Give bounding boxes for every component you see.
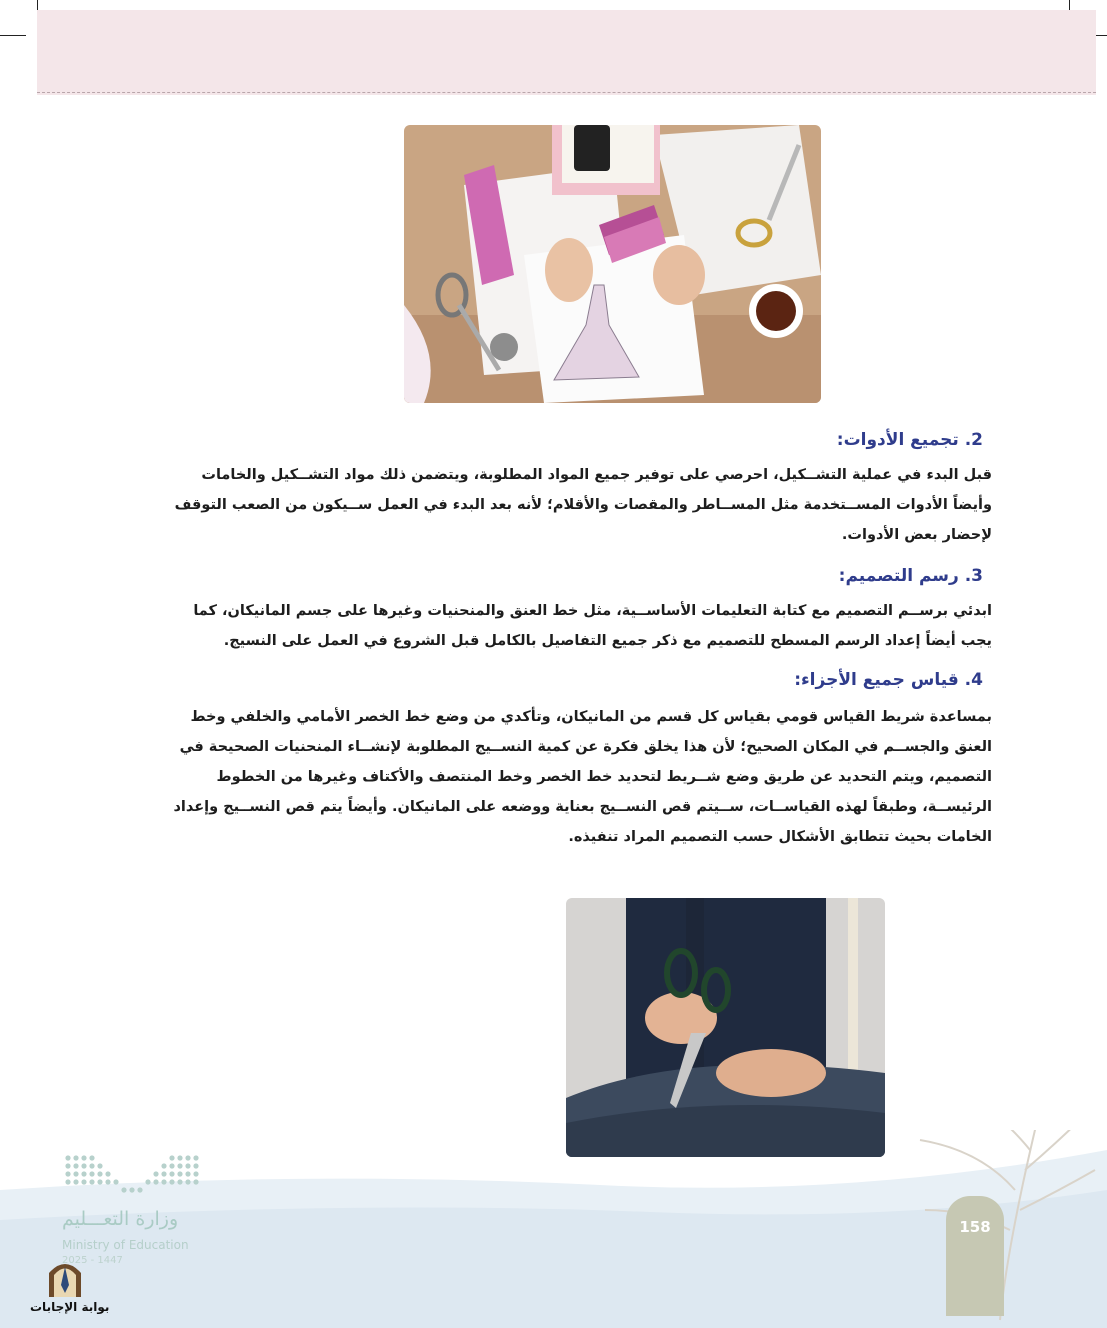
header-divider (37, 92, 1096, 93)
tailor-cutting-fabric-photo (566, 898, 885, 1157)
ministry-name-english: Ministry of Education (62, 1238, 189, 1252)
text-line: الخامات بحيث تتطابق الأشكال حسب التصميم المراد تنفيذه. (568, 829, 992, 845)
section-2-body (140, 460, 992, 550)
text-line: قبل البدء في عملية التشــكيل، احرصي على توفير جميع المواد المطلوبة، ويتضمن ذلك مواد التشــكيل والخامات (201, 467, 992, 483)
header-band (37, 10, 1096, 95)
ministry-name-arabic: وزارة التعـــليم (62, 1208, 179, 1230)
ministry-dots-logo (62, 1152, 202, 1196)
section-3-body (140, 596, 992, 656)
text-line: بمساعدة شريط القياس قومي بقياس كل قسم من المانيكان، وتأكدي من وضع خط الخصر الأمامي والخلفي وخط (190, 709, 992, 725)
fashion-sketch-desk-photo (404, 125, 821, 403)
gateway-logo-icon[interactable] (45, 1257, 85, 1299)
section-3-heading: 3. رسم التصميم: (838, 566, 983, 586)
ministry-year: 2025 - 1447 (62, 1255, 123, 1266)
text-line: يجب أيضاً إعداد الرسم المسطح للتصميم مع ذكر جميع التفاصيل بالكامل قبل الشروع في العمل على النسيج. (223, 633, 992, 649)
page-number: 158 (959, 1218, 991, 1236)
text-line: ابدئي برســم التصميم مع كتابة التعليمات الأساســية، مثل خط العنق والمنحنيات وغيرها على جسم المانيكان، كما (193, 603, 992, 619)
crop-mark (0, 35, 26, 36)
page-number-tab (946, 1196, 1004, 1316)
gateway-label[interactable]: بوابة الإجابات (30, 1300, 110, 1314)
text-line: لإحضار بعض الأدوات. (841, 527, 992, 543)
section-4-body (140, 702, 992, 852)
text-line: الرئيســة، وطبقاً لهذه القياســات، ســيتم قص النســيج بعناية ووضعه على المانيكان. وأيضاً يتم قص النســيج وإعداد (173, 799, 992, 815)
section-2-heading: 2. تجميع الأدوات: (836, 430, 983, 450)
text-line: وأيضاً الأدوات المســتخدمة مثل المســاطر والمقصات والأقلام؛ لأنه بعد البدء في العمل ســيكون من الصعب التوقف (174, 497, 992, 513)
section-4-heading: 4. قياس جميع الأجزاء: (794, 670, 983, 690)
text-line: التصميم، ويتم التحديد عن طريق وضع شــريط لتحديد خط الخصر وخط المنتصف والأكتاف وغيرها من الخطوط (216, 769, 992, 785)
text-line: العنق والجســم في المكان الصحيح؛ لأن هذا يخلق فكرة عن كمية النســيج المطلوبة لإنشــاء المنحنيات الصحيحة في (179, 739, 992, 755)
